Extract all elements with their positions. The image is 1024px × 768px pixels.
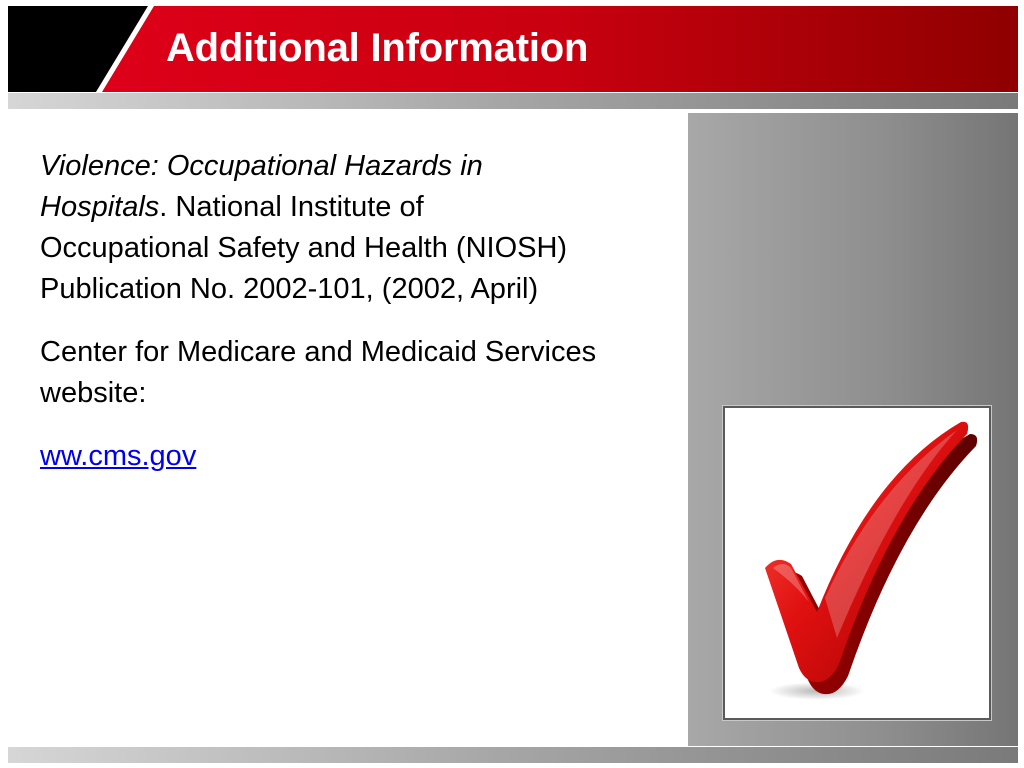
title-banner <box>8 6 1018 92</box>
reference-title: Violence: Occupational Hazards in Hospitals <box>40 150 483 223</box>
header-divider-bar <box>8 93 1018 109</box>
reference-paragraph <box>40 146 600 310</box>
link-paragraph <box>40 436 600 477</box>
cms-paragraph: Center for Medicare and Medicaid Services website: <box>40 336 597 409</box>
checkmark-image-frame <box>723 406 991 720</box>
cms-link[interactable]: ww.cms.gov <box>40 440 197 472</box>
reference-details: . National Institute of Occupational Safety and Health (NIOSH) Publication No. 2002-101, (2002, April) <box>40 191 568 305</box>
slide-title: Additional Information <box>166 26 589 70</box>
footer-divider-bar <box>8 747 1018 763</box>
red-checkmark-icon <box>725 408 989 718</box>
slide-body <box>40 146 600 499</box>
